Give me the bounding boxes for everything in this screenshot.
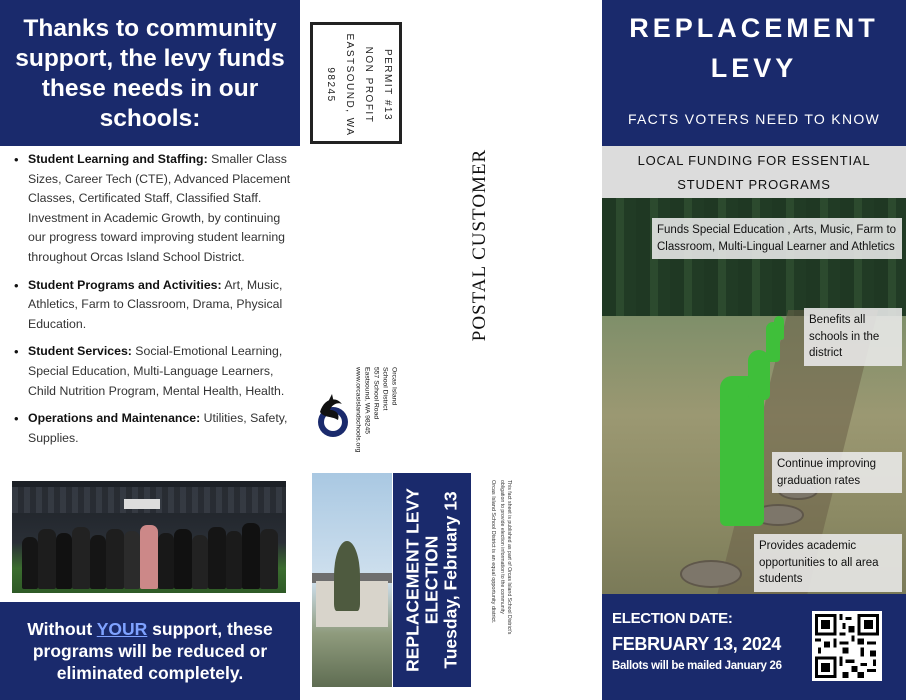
needs-list — [14, 150, 296, 456]
postage-permit-box — [310, 22, 402, 144]
list-item-label: Student Services: — [28, 344, 132, 359]
election-date-label: ELECTION DATE: — [612, 610, 733, 627]
support-text-1: Without — [27, 619, 97, 639]
address-line: 557 School Road — [372, 367, 380, 420]
election-band — [393, 473, 471, 687]
support-text-2: support, these programs will be reduced or eliminated completely. — [32, 619, 273, 683]
election-date-line: Tuesday, February 13 — [440, 491, 461, 669]
cover-subtitle: FACTS VOTERS NEED TO KNOW — [627, 111, 881, 127]
cover-panel — [602, 0, 906, 700]
player — [106, 529, 124, 589]
support-emphasis: YOUR — [96, 619, 148, 639]
list-item — [14, 409, 296, 448]
list-item — [14, 342, 296, 401]
child-in-green — [774, 316, 784, 340]
publication-note: This fact sheet is published as part of Orcas Island School District's obligation to provide election information to the community — [499, 480, 512, 635]
player — [140, 525, 158, 589]
ballots-note: Ballots will be mailed January 26 — [612, 660, 782, 672]
callout-funds: Funds Special Education , Arts, Music, Farm to Classroom, Multi-Lingual Learner and Athletics — [652, 218, 902, 259]
postal-customer: POSTAL CUSTOMER — [469, 148, 490, 342]
qr-code-icon[interactable] — [812, 611, 882, 681]
team-photo — [12, 481, 286, 593]
list-item-text: Art, Music, Athletics, Farm to Classroom, Drama, Physical Education. — [28, 277, 283, 331]
election-line: REPLACEMENT LEVY — [402, 488, 423, 672]
callout-graduation: Continue improving graduation rates — [772, 452, 902, 493]
list-item-label: Operations and Maintenance: — [28, 411, 201, 426]
title-line: LEVY — [710, 53, 798, 83]
election-line: ELECTION — [421, 535, 442, 625]
address-line: Orcas Island — [390, 367, 398, 406]
player — [56, 533, 72, 589]
player — [90, 535, 106, 589]
stadium-banner — [124, 499, 160, 509]
player — [158, 533, 174, 589]
player — [72, 527, 90, 589]
school-building-photo — [312, 473, 392, 687]
list-item-label: Student Learning and Staffing: — [28, 152, 208, 166]
election-text — [404, 475, 461, 685]
player — [174, 529, 192, 589]
stepping-stump — [680, 560, 742, 588]
equal-opportunity-note: Orcas Island School District is an equal opportunity district. — [489, 480, 496, 624]
district-address — [354, 367, 399, 463]
local-funding-banner — [602, 146, 906, 198]
list-item-text: Utilities, Safety, Supplies. — [28, 411, 288, 445]
player — [242, 523, 260, 589]
callout-benefits: Benefits all schools in the district — [804, 308, 902, 366]
list-item-text: Smaller Class Sizes, Career Tech (CTE), Advanced Placement Classes, Certificated Staff, Classified Staff. Investment in Academic Growth, by continuing our progress toward improving student learning throughout Orcas Island School District. — [28, 152, 291, 264]
list-item-label: Student Programs and Activities: — [28, 277, 222, 292]
left-panel — [0, 0, 300, 700]
left-heading: Thanks to community support, the levy funds these needs in our schools: — [0, 0, 300, 146]
address-line: Eastsound, WA 98245 — [363, 367, 371, 435]
local-funding-line: LOCAL FUNDING FOR ESSENTIAL — [637, 153, 871, 168]
mailer-panel — [300, 0, 602, 700]
title-line: REPLACEMENT — [629, 13, 879, 43]
cover-title — [602, 8, 906, 88]
students-photo — [602, 198, 906, 594]
list-item-text: Social-Emotional Learning, Special Education, Multi-Language Learners, Child Nutrition Program, Mental Health, Health. — [28, 344, 285, 398]
permit-line: EASTSOUND, WA — [344, 33, 355, 137]
callout-opportunities: Provides academic opportunities to all area students — [754, 534, 902, 592]
address-line: School District — [381, 367, 389, 411]
tree — [334, 541, 360, 611]
player — [260, 529, 278, 589]
player — [192, 535, 208, 589]
local-funding-line: STUDENT PROGRAMS — [677, 177, 831, 192]
permit-line: NON PROFIT — [363, 46, 374, 124]
permit-text — [321, 30, 397, 140]
support-callout — [0, 602, 300, 700]
election-date: FEBRUARY 13, 2024 — [612, 634, 781, 654]
permit-line: PERMIT #13 — [382, 48, 393, 122]
player — [22, 537, 38, 589]
district-website: www.orcasislandschools.org — [354, 367, 362, 453]
orca-logo-icon — [314, 392, 352, 440]
player — [124, 531, 140, 589]
list-item — [14, 150, 296, 268]
permit-line: 98245 — [325, 67, 336, 103]
player — [226, 531, 242, 589]
player — [208, 527, 226, 589]
list-item — [14, 276, 296, 335]
player — [38, 529, 56, 589]
